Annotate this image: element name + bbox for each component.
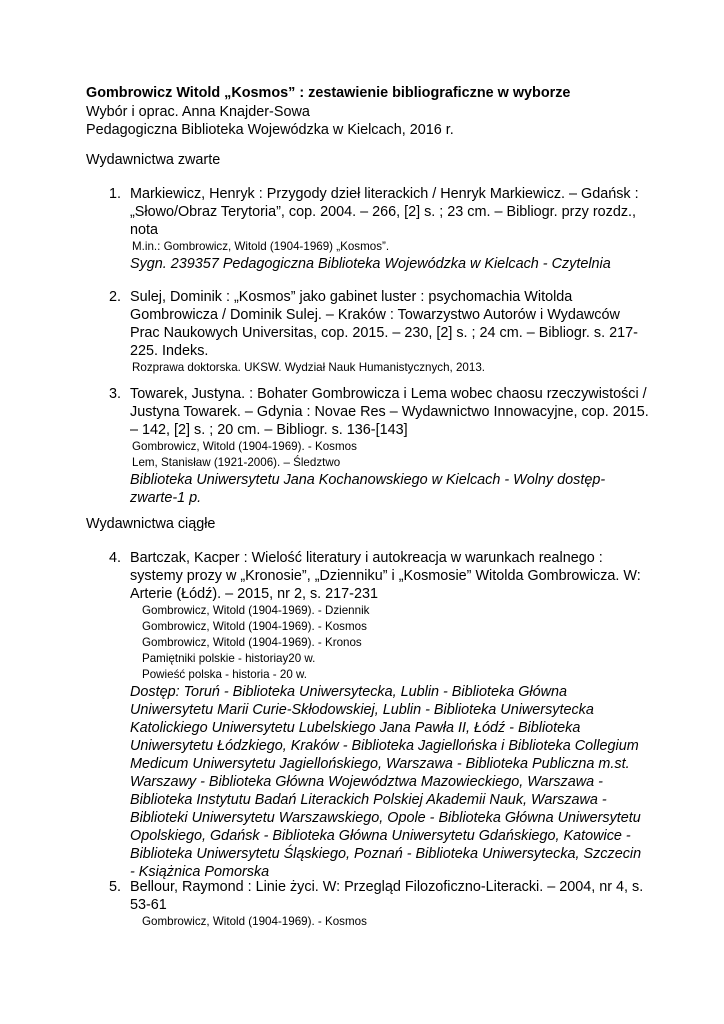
entry-note: Pamiętniki polskie - historiay20 w. (142, 652, 316, 665)
entry-number: 3. (109, 386, 122, 402)
compiler-line: Wybór i oprac. Anna Knajder-Sowa (86, 104, 310, 120)
section-heading-books: Wydawnictwa zwarte (86, 152, 221, 168)
bibliography-entry-3 (109, 385, 649, 507)
entry-note: Gombrowicz, Witold (1904-1969). - Kosmos (142, 915, 367, 928)
entry-note: Powieść polska - historia - 20 w. (142, 668, 307, 681)
bibliography-entry-4 (109, 549, 649, 881)
entry-number: 4. (109, 550, 122, 566)
entry-location: Biblioteka Uniwersytetu Jana Kochanowskiego w Kielcach - Wolny dostęp-zwarte-1 p. (130, 472, 606, 506)
entry-citation: Towarek, Justyna. : Bohater Gombrowicza i Lema wobec chaosu rzeczywistości / Justyna Towarek. – Gdynia : Novae Res – Wydawnictwo Innowacyjne, cop. 2015. – 142, [2] s. ; 20 cm. – Bibliogr. s. 136-[143] (130, 386, 649, 438)
publisher-line: Pedagogiczna Biblioteka Wojewódzka w Kielcach, 2016 r. (86, 122, 454, 138)
entry-note: Gombrowicz, Witold (1904-1969). - Dziennik (142, 604, 370, 617)
entry-citation: Sulej, Dominik : „Kosmos” jako gabinet luster : psychomachia Witolda Gombrowicza / Dominik Sulej. – Kraków : Towarzystwo Autorów i Wydawców Prac Naukowych Universitas, cop. 2015. – 230, [2] s. ; 24 cm. – Bibliogr. s. 217-225. Indeks. (130, 289, 638, 359)
entry-note: Gombrowicz, Witold (1904-1969). - Kronos (142, 636, 362, 649)
bibliography-entry-5 (109, 878, 649, 930)
entry-citation: Bellour, Raymond : Linie życi. W: Przegląd Filozoficzno-Literacki. – 2004, nr 4, s. 53-61 (130, 879, 644, 913)
entry-location: Sygn. 239357 Pedagogiczna Biblioteka Wojewódzka w Kielcach - Czytelnia (130, 256, 611, 272)
entry-number: 5. (109, 879, 122, 895)
entry-note: Rozprawa doktorska. UKSW. Wydział Nauk Humanistycznych, 2013. (132, 361, 485, 374)
document-title: Gombrowicz Witold „Kosmos” : zestawienie bibliograficzne w wyborze (86, 85, 571, 101)
entry-location: Dostęp: Toruń - Biblioteka Uniwersytecka, Lublin - Biblioteka Główna Uniwersytetu Marii Curie-Skłodowskiej, Lublin - Biblioteka Uniwersytecka Katolickiego Uniwersytetu Lubelskiego Jana Pawła II, Łódź - Biblioteka Uniwersytetu Łódzkiego, Kraków - Biblioteka Jagiellońska i Biblioteka Collegium Medicum Uniwersytetu Jagiellońskiego, Warszawa - Biblioteka Publiczna m.st. Warszawy - Biblioteka Główna Województwa Mazowieckiego, Warszawa - Biblioteka Instytutu Badań Literackich Polskiej Akademii Nauk, Warszawa - Biblioteki Uniwersytetu Warszawskiego, Opole - Biblioteka Główna Uniwersytetu Opolskiego, Gdańsk - Biblioteka Główna Uniwersytetu Gdańskiego, Katowice - Biblioteka Uniwersytetu Śląskiego, Poznań - Biblioteka Uniwersytecka, Szczecin - Książnica Pomorska (130, 684, 642, 880)
entry-note: Gombrowicz, Witold (1904-1969). - Kosmos (142, 620, 367, 633)
entry-note: Lem, Stanisław (1921-2006). – Śledztwo (132, 456, 341, 469)
entry-citation: Markiewicz, Henryk : Przygody dzieł literackich / Henryk Markiewicz. – Gdańsk : „Słowo/Obraz Terytoria”, cop. 2004. – 266, [2] s. ; 23 cm. – Bibliogr. przy rozdz., nota (130, 186, 639, 238)
section-heading-serials: Wydawnictwa ciągłe (86, 516, 216, 532)
entry-number: 2. (109, 289, 122, 305)
entry-citation: Bartczak, Kacper : Wielość literatury i autokreacja w warunkach realnego : systemy prozy w „Kronosie”, „Dzienniku” i „Kosmosie” Witolda Gombrowicza. W: Arterie (Łódź). – 2015, nr 2, s. 217-231 (130, 550, 641, 602)
entry-number: 1. (109, 186, 122, 202)
entry-note: Gombrowicz, Witold (1904-1969). - Kosmos (132, 440, 357, 453)
bibliography-entry-2 (109, 288, 649, 376)
bibliography-entry-1 (109, 185, 649, 273)
entry-note: M.in.: Gombrowicz, Witold (1904-1969) „Kosmos”. (132, 240, 390, 253)
